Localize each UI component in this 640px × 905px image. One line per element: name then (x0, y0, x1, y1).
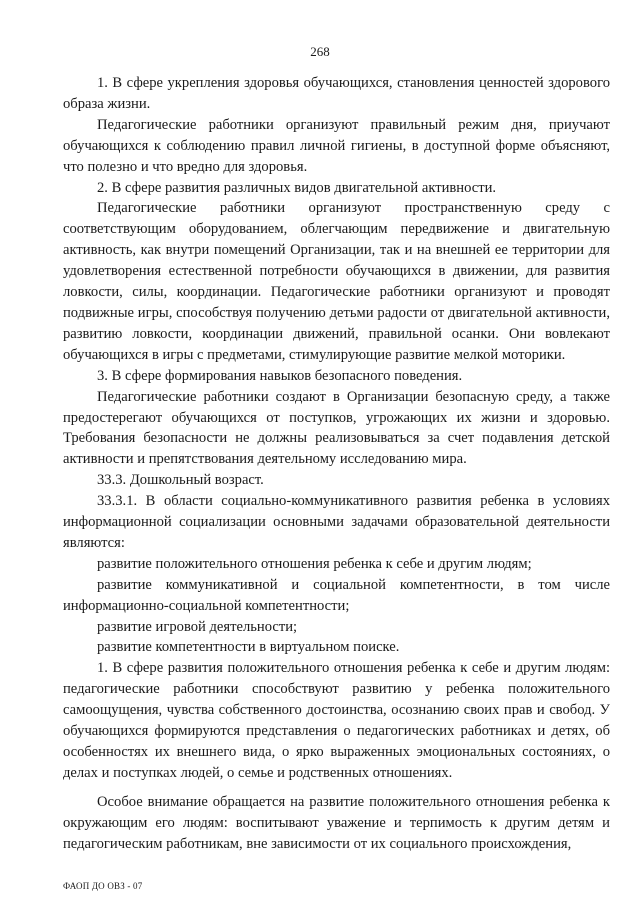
paragraph: Педагогические работники организуют пространственную среду с соответствующим оборудованием, облегчающим передвижение и двигательную активность, как внутри помещений Организации, так и на внешней ее территории для удовлетворения естественной потребности обучающихся в движении, для развития ловкости, силы, координации. Педагогические работники организуют и проводят подвижные игры, способствуя получению детьми радости от двигательной активности, развитию ловкости, координации движений, правильной осанки. Они вовлекают обучающихся в игры с предметами, стимулирующие развитие мелкой моторики. (63, 200, 610, 363)
paragraph: 1. В сфере развития положительного отношения ребенка к себе и другим людям: педагогические работники способствуют развитию у ребенка положительного самоощущения, чувства собственного достоинства, осознанию своих прав и свобод. У обучающихся формируются представления о педагогических работниках и детях, об особенностях их внешнего вида, о ярко выраженных эмоциональных состояниях, о делах и поступках людей, о семье и родственных отношениях. (63, 660, 610, 781)
paragraph: развитие компетентности в виртуальном поиске. (97, 639, 400, 656)
paragraph: 1. В сфере укрепления здоровья обучающихся, становления ценностей здорового образа жизни. (63, 75, 610, 112)
paragraph: 33.3.1. В области социально-коммуникативного развития ребенка в условиях информационной социализации основными задачами образовательной деятельности являются: (63, 493, 610, 551)
paragraph: Педагогические работники организуют правильный режим дня, приучают обучающихся к соблюдению правил личной гигиены, в доступной форме объясняют, что полезно и что вредно для здоровья. (63, 116, 610, 175)
paragraph: Особое внимание обращается на развитие положительного отношения ребенка к окружающим его людям: воспитывают уважение и терпимость к другим детям и педагогическим работникам, вне зависимости от их социального происхождения, (63, 793, 610, 852)
paragraph: 2. В сфере развития различных видов двигательной активности. (97, 179, 497, 196)
paragraph: развитие положительного отношения ребенка к себе и другим людям; (97, 555, 532, 572)
paragraph: развитие игровой деятельности; (97, 618, 298, 635)
paragraph: развитие коммуникативной и социальной компетентности, в том числе информационно-социальной компетентности; (63, 576, 610, 614)
paragraph: 3. В сфере формирования навыков безопасного поведения. (97, 367, 463, 384)
document-body (63, 73, 610, 855)
paragraph: Педагогические работники создают в Организации безопасную среду, а также предостерегают обучающихся от поступков, угрожающих их жизни и здоровью. Требования безопасности не должны реализовываться за счет подавления детской активности и препятствования деятельному исследованию мира. (63, 388, 610, 468)
page-number: 268 (310, 44, 330, 59)
paragraph: 33.3. Дошкольный возраст. (97, 472, 264, 489)
footer-label: ФАОП ДО ОВЗ - 07 (63, 881, 143, 891)
